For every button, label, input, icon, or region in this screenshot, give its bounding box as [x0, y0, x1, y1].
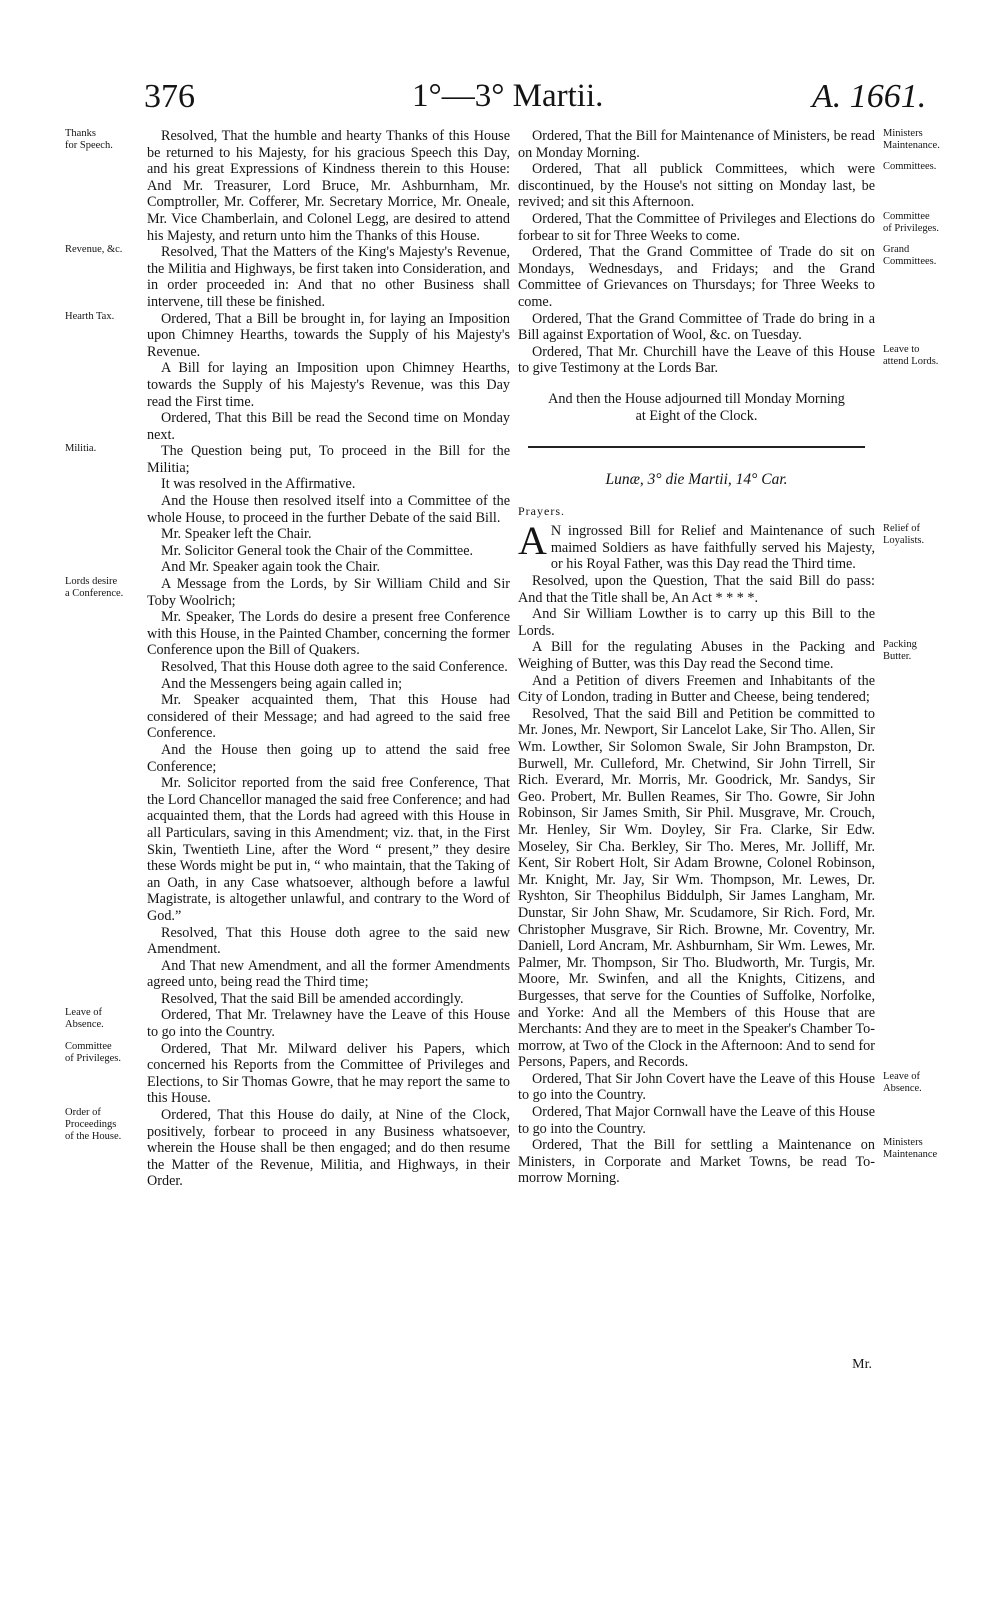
- margin-note-line: Absence.: [883, 1082, 922, 1094]
- margin-note: [65, 311, 141, 323]
- margin-note-line: Packing: [883, 639, 917, 651]
- margin-note-line: Ministers: [883, 1137, 923, 1149]
- margin-note-line: Order of: [65, 1107, 101, 1119]
- margin-note-line: of the House.: [65, 1131, 122, 1143]
- margin-note-line: Committee: [65, 1040, 112, 1052]
- entry-text: Mr. Solicitor General took the Chair of the Committee.: [161, 542, 474, 559]
- entry-paragraph: [518, 1104, 875, 1137]
- entry-paragraph: [518, 244, 875, 310]
- margin-note: [65, 443, 141, 455]
- margin-note-line: Grand: [883, 244, 910, 256]
- margin-note-line: Absence.: [65, 1019, 104, 1031]
- entry-text: Resolved, That the Matters of the King's Majesty's Revenue, the Militia and Highways, be first taken into Consideration, and in order proceeded in: And that no other Business shall intervene, till these be finished.: [147, 244, 510, 310]
- entry-text: Ordered, That the Bill for settling a Maintenance on Ministers, in Corporate and Market Towns, be read To-morrow Morning.: [518, 1137, 875, 1187]
- entry-paragraph: [147, 659, 510, 676]
- entry-text: And the Messengers being again called in;: [161, 675, 403, 692]
- entry-paragraph: [518, 518, 875, 573]
- entry-text: A Bill for the regulating Abuses in the Packing and Weighing of Butter, was this Day read the Second time.: [518, 639, 875, 673]
- journal-entry: [65, 1007, 510, 1041]
- entry-paragraph: [147, 410, 510, 443]
- entry-text: Ordered, That this House do daily, at Nine of the Clock, positively, forbear to proceed in any Business whatsoever, wherein the House shall be then engaged; and do then resume the Matter of the Revenue, Militia, and Highways, in their Order.: [147, 1107, 510, 1190]
- entry-text: A Message from the Lords, by Sir William Child and Sir Toby Woolrich;: [147, 576, 510, 609]
- margin-note-line: Committee: [883, 210, 930, 222]
- margin-note-line: Proceedings: [65, 1119, 117, 1131]
- entry-text: Ordered, That Mr. Trelawney have the Leave of this House to go into the Country.: [147, 1007, 510, 1041]
- entry-paragraph: [518, 311, 875, 344]
- margin-note: [883, 523, 963, 547]
- entry-text: Mr. Solicitor reported from the said free Conference, That the Lord Chancellor managed the said free Conference; and had acquainted them, that the Lords had agreed with this House in all Particulars, saving in this Amendment; viz. that, in the First Skin, Twentieth Line, after the Word “ present,” they desire these Words might be put in, “ who maintain, that the Taking of an Oath, in any Case whatsoever, although before a lawful Magistrate, is altogether unlawful, and contrary to the Word of God.”: [147, 775, 510, 924]
- margin-note-line: Hearth Tax.: [65, 310, 115, 322]
- journal-entry: [518, 161, 937, 211]
- entry-paragraph: [147, 128, 510, 244]
- margin-note: [65, 1007, 141, 1031]
- page-date-heading: 1°—3° Martii.: [412, 78, 604, 114]
- journal-entry: [65, 1040, 510, 1107]
- entry-text: Resolved, upon the Question, That the said Bill do pass: And that the Title shall be, An Act * * * *.: [518, 573, 875, 606]
- entry-paragraph: [518, 573, 875, 606]
- entry-paragraph: [147, 958, 510, 991]
- entry-text: Mr. Speaker left the Chair.: [161, 526, 312, 543]
- entry-text: Resolved, That the said Bill be amended accordingly.: [161, 990, 464, 1007]
- entry-text: Ordered, That a Bill be brought in, for laying an Imposition upon Chimney Hearths, towards the Supply of his Majesty's Revenue.: [147, 310, 510, 360]
- adjournment-note: And then the House adjourned till Monday Morning at Eight of the Clock.: [548, 390, 845, 424]
- margin-note-line: of Privileges.: [65, 1052, 121, 1064]
- journal-entry: [65, 244, 510, 310]
- entry-text: Resolved, That the humble and hearty Thanks of this House be returned to his Majesty, for his gracious Speech this Day, and his great Expressions of Kindness therein to this House: And Mr. Treasurer, Lord Bruce, Mr. Ashburnham, Mr. Comptroller, Mr. Cofferer, Mr. Secretary Morrice, Mr. Oneale, Mr. Vice Chamberlain, and Colonel Legg, are desired to attend his Majesty, and return unto him the Thanks of this House.: [147, 128, 510, 244]
- entry-text: Ordered, That this Bill be read the Second time on Monday next.: [147, 410, 510, 443]
- entry-paragraph: [518, 606, 875, 639]
- margin-note-line: Leave to: [883, 343, 920, 355]
- margin-note: [883, 161, 963, 173]
- margin-note-line: Loyalists.: [883, 535, 925, 547]
- entry-text: And a Petition of divers Freemen and Inhabitants of the City of London, trading in Butter and Cheese, being tendered;: [518, 672, 875, 706]
- margin-note: [883, 639, 963, 663]
- entry-paragraph: [147, 1041, 510, 1107]
- margin-note: [65, 1107, 141, 1143]
- entry-text: Resolved, That this House doth agree to the said Conference.: [161, 659, 508, 675]
- right-column: [518, 128, 940, 1187]
- entry-paragraph: [147, 1107, 510, 1190]
- entry-paragraph: [518, 211, 875, 244]
- page-number: 376: [144, 78, 195, 115]
- entry-text: And the House then resolved itself into a Committee of the whole House, to proceed in the further Debate of the said Bill.: [147, 493, 510, 526]
- entry-text: Resolved, That this House doth agree to the said new Amendment.: [147, 924, 510, 958]
- margin-note: [65, 244, 141, 256]
- entry-paragraph: [147, 526, 510, 543]
- margin-note: [883, 344, 963, 368]
- entry-paragraph: [518, 1071, 875, 1104]
- journal-entry: [518, 210, 939, 244]
- entry-paragraph: [518, 128, 875, 161]
- entry-text: Ordered, That Mr. Milward deliver his Papers, which concerned his Reports from the Committee of Privileges and Elections, to Sir Thomas Gowre, that he may report the same to this House.: [147, 1040, 510, 1107]
- margin-note-line: Committees.: [883, 161, 937, 173]
- journal-entry: [518, 128, 940, 161]
- entry-paragraph: [147, 676, 510, 693]
- entry-text: Ordered, That Major Cornwall have the Leave of this House to go into the Country.: [518, 1104, 875, 1137]
- entry-text: Ordered, That the Committee of Privileges and Elections do forbear to sit for Three Weeks to come.: [518, 210, 875, 244]
- journal-entry: [518, 1070, 922, 1104]
- margin-note-line: Revenue, &c.: [65, 244, 123, 256]
- entry-paragraph: [518, 161, 875, 211]
- entry-paragraph: [518, 706, 875, 1071]
- margin-note-line: Leave of: [883, 1070, 921, 1082]
- margin-note-line: Lords desire: [65, 576, 118, 588]
- page-year: A. 1661.: [812, 78, 927, 115]
- margin-note-line: for Speech.: [65, 140, 113, 151]
- entry-paragraph: [147, 576, 510, 609]
- entry-text: And Sir William Lowther is to carry up this Bill to the Lords.: [518, 606, 875, 639]
- journal-entry: [518, 343, 939, 377]
- prayers-heading: Prayers.: [518, 503, 565, 518]
- entry-paragraph: [147, 311, 510, 361]
- entry-text: Mr. Speaker acquainted them, That this House had considered of their Message; and had agreed to the said free Conference.: [147, 692, 510, 742]
- entry-paragraph: [147, 609, 510, 659]
- margin-note-line: of Privileges.: [883, 222, 939, 234]
- margin-note-line: Militia.: [65, 443, 97, 455]
- entry-text: Ordered, That the Grand Committee of Trade do bring in a Bill against Exportation of Wool, &c. on Tuesday.: [518, 310, 875, 344]
- entry-paragraph: [518, 673, 875, 706]
- entry-text: Ordered, That the Grand Committee of Trade do sit on Mondays, Wednesdays, and Fridays; and the Grand Committee of Grievances on Thursdays; for Three Weeks to come.: [518, 244, 875, 310]
- entry-paragraph: [147, 559, 510, 576]
- entry-text: And Mr. Speaker again took the Chair.: [161, 559, 381, 576]
- margin-note-line: a Conference.: [65, 588, 124, 600]
- margin-note-line: Leave of: [65, 1007, 103, 1019]
- catchword: Mr.: [852, 1357, 872, 1372]
- entry-paragraph: [147, 742, 510, 775]
- journal-entry: [65, 128, 510, 244]
- entry-paragraph: [518, 639, 875, 672]
- entry-text: It was resolved in the Affirmative.: [161, 476, 356, 493]
- entry-paragraph: [518, 1137, 875, 1187]
- right-column-entries-top: [518, 128, 940, 377]
- journal-entry: [65, 576, 510, 1007]
- entry-paragraph: [147, 991, 510, 1008]
- entry-text: And That new Amendment, and all the former Amendments agreed unto, being read the Third time;: [147, 957, 510, 991]
- margin-note-line: Maintenance: [883, 1149, 938, 1161]
- margin-note: [883, 128, 963, 152]
- entry-paragraph: [147, 775, 510, 924]
- entry-paragraph: [147, 543, 510, 560]
- margin-note-line: Butter.: [883, 651, 912, 663]
- margin-note-line: Thanks: [65, 128, 96, 139]
- journal-entry: [65, 443, 510, 576]
- entry-paragraph: [147, 692, 510, 742]
- entry-paragraph: [147, 1007, 510, 1040]
- journal-entry: [518, 639, 917, 1071]
- day-heading: Lunæ, 3° die Martii, 14° Car.: [605, 471, 788, 489]
- journal-entry: [518, 1104, 875, 1137]
- right-column-entries-bottom: [518, 518, 938, 1187]
- section-divider: [528, 446, 865, 448]
- entry-paragraph: [147, 443, 510, 476]
- margin-note-line: Relief of: [883, 523, 921, 535]
- entry-text: A Bill for laying an Imposition upon Chimney Hearths, towards the Supply of his Majesty's Revenue, was this Day read the First time.: [147, 360, 510, 410]
- journal-entry: [518, 1137, 938, 1187]
- margin-note: [65, 1041, 141, 1065]
- entry-text: The Question being put, To proceed in the Bill for the Militia;: [147, 443, 510, 476]
- journal-entry: [65, 1107, 510, 1190]
- margin-note: [65, 128, 141, 152]
- entry-text: Ordered, That all publick Committees, which were discontinued, by the House's not sitting on Monday last, be revived; and sit this Afternoon.: [518, 161, 875, 211]
- entry-text: Ordered, That Mr. Churchill have the Leave of this House to give Testimony at the Lords Bar.: [518, 343, 875, 377]
- journal-entry: [518, 518, 925, 639]
- journal-entry: [518, 244, 937, 344]
- margin-note: [883, 244, 963, 268]
- entry-paragraph: [518, 344, 875, 377]
- entry-paragraph: [147, 493, 510, 526]
- margin-note-line: Ministers: [883, 128, 923, 139]
- entry-text: N ingrossed Bill for Relief and Maintenance of such maimed Soldiers as have faithfully served his Majesty, or his Royal Father, was this Day read the Third time.: [550, 523, 875, 573]
- entry-paragraph: [147, 360, 510, 410]
- margin-note: [883, 211, 963, 235]
- drop-capital: A: [518, 518, 547, 564]
- margin-note: [883, 1071, 963, 1095]
- margin-note: [65, 576, 141, 600]
- entry-text: Mr. Speaker, The Lords do desire a present free Conference with this House, in the Painted Chamber, concerning the former Conference upon the Bill of Quakers.: [147, 609, 510, 659]
- entry-paragraph: [147, 244, 510, 310]
- margin-note-line: Maintenance.: [883, 140, 940, 151]
- entry-text: And the House then going up to attend the said free Conference;: [147, 741, 510, 775]
- entry-paragraph: [147, 925, 510, 958]
- entry-text: Ordered, That the Bill for Maintenance of Ministers, be read on Monday Morning.: [518, 128, 875, 161]
- left-column: [65, 128, 510, 1190]
- journal-entry: [65, 310, 510, 444]
- entry-text: Resolved, That the said Bill and Petition be committed to Mr. Jones, Mr. Newport, Sir Lancelot Lake, Sir Tho. Allen, Sir Wm. Lowther, Sir Solomon Swale, Sir John Brampston, Dr. Burwell, Mr. Culleford, Mr. Chetwind, Sir John Tirrell, Sir Rich. Everard, Mr. Morris, Mr. Goodrick, Mr. Sandys, Sir Geo. Probert, Mr. Bullen Reames, Sir Tho. Gowre, Sir John Robinson, Sir James Smith, Sir Phil. Musgrave, Mr. Crouch, Mr. Henley, Sir Wm. Doyley, Sir Fra. Clarke, Sir Edw. Moseley, Sir Cha. Berkley, Sir Tho. Meres, Mr. Jolliff, Mr. Kent, Sir Robert Holt, Sir Adam Browne, Colonel Robinson, Mr. Knight, Mr. Jay, Sir Wm. Thompson, Mr. Lewes, Dr. Ryshton, Sir Theophilus Biddulph, Sir James Langham, Mr. Dunstar, Sir John Shaw, Mr. Scudamore, Sir Rich. Ford, Mr. Christopher Musgrave, Sir Rich. Browne, Mr. Coventry, Mr. Daniell, Lord Ancram, Mr. Ashburnham, Sir Wm. Lewes, Mr. Palmer, Mr. Thompson, Sir Tho. Bludworth, Mr. Turgis, Mr. Moore, Mr. Swinfen, and all the Knights, Citizens, and Burgesses, that serve for the Counties of Suffolke, Norfolke, and Yorke: And all the Members of this House that are Merchants: And they are to meet in the Speaker's Chamber To-morrow, at Two of the Clock in the Afternoon: And to send for Persons, Papers, and Records.: [518, 705, 875, 1071]
- margin-note-line: attend Lords.: [883, 355, 939, 367]
- margin-note-line: Committees.: [883, 256, 937, 268]
- entry-text: Ordered, That Sir John Covert have the Leave of this House to go into the Country.: [518, 1070, 875, 1104]
- entry-paragraph: [147, 476, 510, 493]
- margin-note: [883, 1137, 963, 1161]
